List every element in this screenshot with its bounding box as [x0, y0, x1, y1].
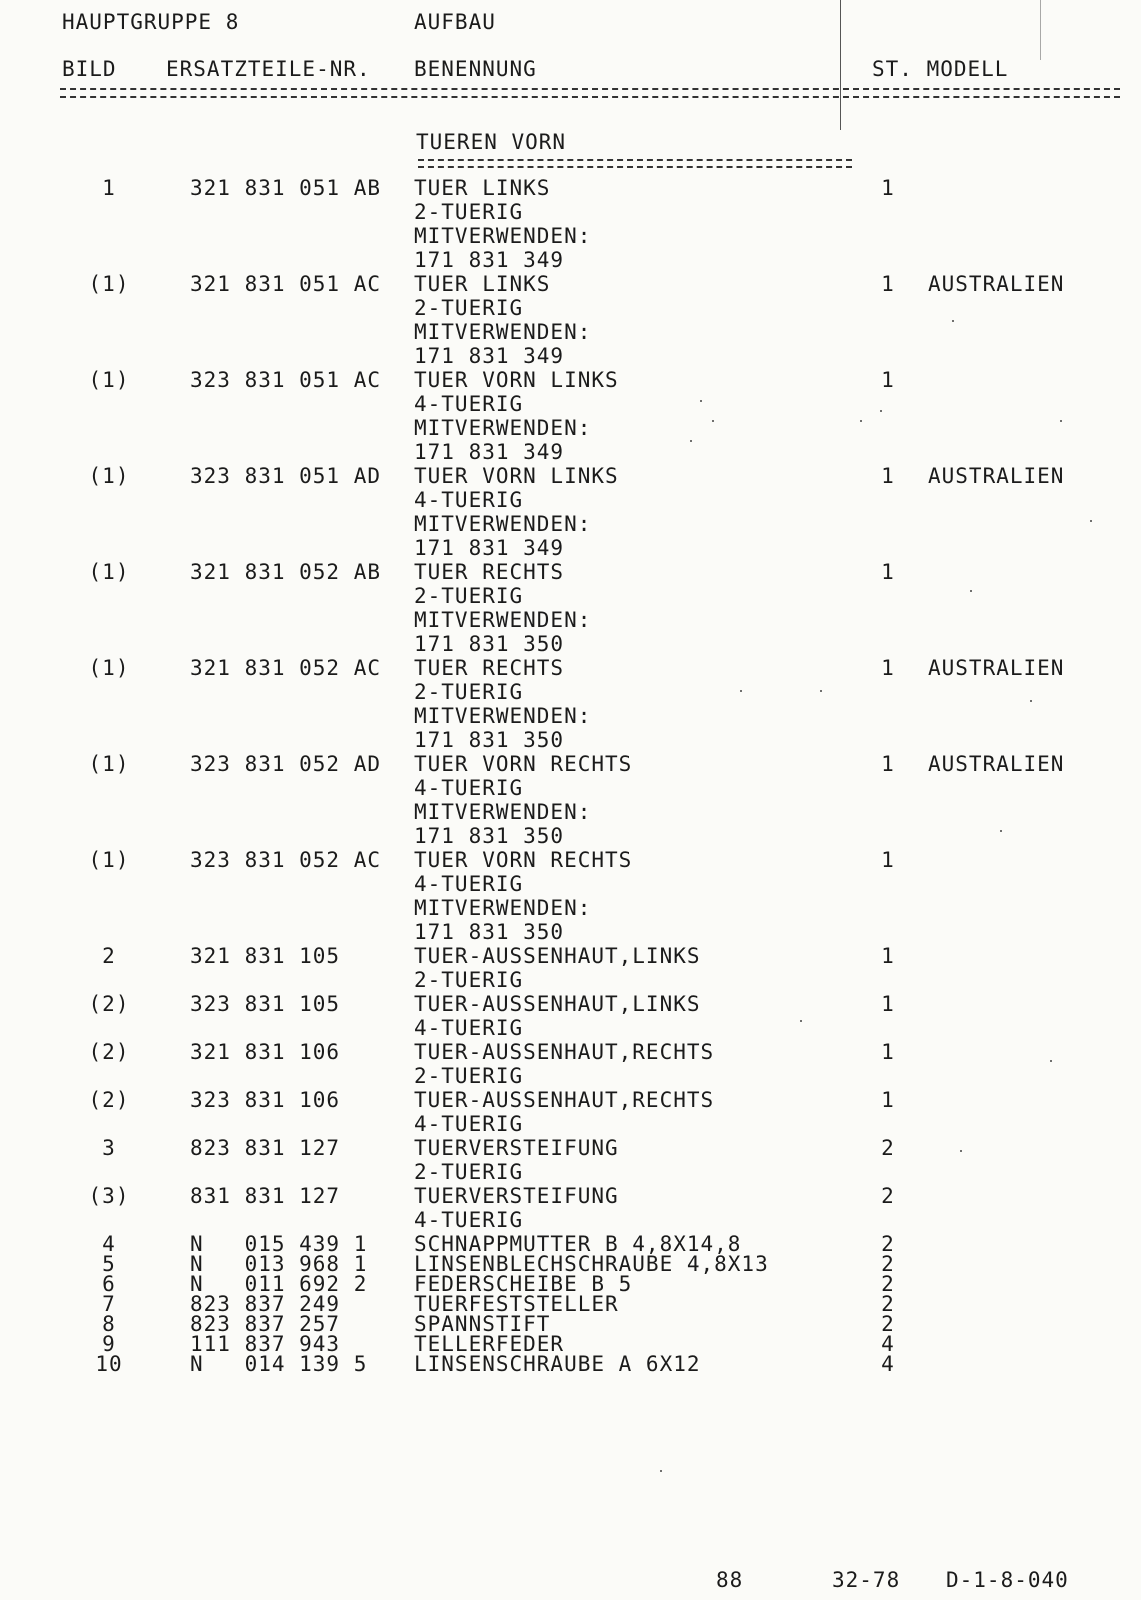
row-part-number: 323 831 052 AD	[190, 752, 382, 776]
row-sub-line: 2-TUERIG	[414, 1160, 524, 1184]
row-name: TUERFESTSTELLER	[414, 1292, 619, 1316]
row-name: LINSENBLECHSCHRAUBE 4,8X13	[414, 1252, 769, 1276]
row-bild: (2)	[88, 992, 130, 1016]
row-quantity: 1	[881, 1040, 895, 1064]
row-part-number: 321 831 106	[190, 1040, 341, 1064]
row-sub-line: MITVERWENDEN:	[414, 704, 592, 728]
row-sub-line: MITVERWENDEN:	[414, 320, 592, 344]
row-sub-line: 4-TUERIG	[414, 392, 524, 416]
row-quantity: 2	[881, 1136, 895, 1160]
table-row	[0, 1040, 1141, 1064]
row-quantity: 1	[881, 848, 895, 872]
scan-speck	[820, 690, 822, 692]
row-quantity: 2	[881, 1292, 895, 1316]
row-quantity: 1	[881, 368, 895, 392]
table-row	[0, 848, 1141, 872]
row-name: TUER-AUSSENHAUT,RECHTS	[414, 1040, 715, 1064]
row-sub-line: 4-TUERIG	[414, 776, 524, 800]
table-row	[0, 1088, 1141, 1112]
table-row	[0, 944, 1141, 968]
row-bild: 4	[102, 1232, 116, 1256]
row-quantity: 4	[881, 1352, 895, 1376]
row-bild: 1	[102, 176, 116, 200]
scan-speck	[1030, 700, 1032, 702]
row-sub-line: 171 831 349	[414, 344, 565, 368]
row-bild: 6	[102, 1272, 116, 1296]
row-part-number: 323 831 051 AD	[190, 464, 382, 488]
row-model: AUSTRALIEN	[928, 464, 1065, 488]
row-part-number: 831 831 127	[190, 1184, 341, 1208]
row-name: TUER-AUSSENHAUT,RECHTS	[414, 1088, 715, 1112]
row-sub-line: 4-TUERIG	[414, 872, 524, 896]
row-bild: (1)	[88, 848, 130, 872]
table-row	[0, 176, 1141, 200]
row-name: TUER VORN RECHTS	[414, 752, 633, 776]
row-part-number: 321 831 052 AB	[190, 560, 382, 584]
table-row	[0, 1352, 1141, 1376]
row-sub-line: 171 831 350	[414, 920, 565, 944]
row-part-number: 323 831 051 AC	[190, 368, 382, 392]
row-part-number: N 013 968 1	[190, 1252, 368, 1276]
row-sub-line: MITVERWENDEN:	[414, 512, 592, 536]
row-bild: (1)	[88, 752, 130, 776]
row-part-number: N 011 692 2	[190, 1272, 368, 1296]
row-quantity: 1	[881, 464, 895, 488]
row-name: TUER RECHTS	[414, 656, 565, 680]
row-bild: 9	[102, 1332, 116, 1356]
row-bild: (1)	[88, 272, 130, 296]
row-bild: 3	[102, 1136, 116, 1160]
section-double-rule	[418, 159, 852, 168]
row-model: AUSTRALIEN	[928, 272, 1065, 296]
scan-speck	[1090, 520, 1092, 522]
row-bild: (2)	[88, 1040, 130, 1064]
row-sub-line: 4-TUERIG	[414, 1208, 524, 1232]
row-part-number: 323 831 105	[190, 992, 341, 1016]
row-name: TUER VORN RECHTS	[414, 848, 633, 872]
row-part-number: N 015 439 1	[190, 1232, 368, 1256]
row-bild: (1)	[88, 656, 130, 680]
row-part-number: 323 831 052 AC	[190, 848, 382, 872]
row-name: TUER VORN LINKS	[414, 464, 619, 488]
row-part-number: 321 831 051 AB	[190, 176, 382, 200]
row-sub-line: 171 831 350	[414, 728, 565, 752]
row-quantity: 2	[881, 1312, 895, 1336]
row-part-number: 823 837 249	[190, 1292, 341, 1316]
section-title-header: AUFBAU	[414, 10, 496, 34]
scan-speck	[952, 320, 954, 322]
row-part-number: 823 831 127	[190, 1136, 341, 1160]
row-sub-line: MITVERWENDEN:	[414, 608, 592, 632]
row-name: TUER RECHTS	[414, 560, 565, 584]
row-quantity: 1	[881, 944, 895, 968]
row-name: TUER VORN LINKS	[414, 368, 619, 392]
row-sub-line: 171 831 350	[414, 632, 565, 656]
row-bild: 8	[102, 1312, 116, 1336]
row-quantity: 1	[881, 656, 895, 680]
footer-date: 32-78	[832, 1568, 901, 1592]
row-quantity: 2	[881, 1272, 895, 1296]
row-sub-line: 4-TUERIG	[414, 1016, 524, 1040]
row-part-number: 823 837 257	[190, 1312, 341, 1336]
row-name: TUER LINKS	[414, 272, 551, 296]
row-quantity: 1	[881, 752, 895, 776]
scan-line	[840, 0, 841, 130]
scan-speck	[1050, 1060, 1052, 1062]
row-part-number: 321 831 052 AC	[190, 656, 382, 680]
scan-speck	[800, 1020, 802, 1022]
row-part-number: N 014 139 5	[190, 1352, 368, 1376]
row-sub-line: MITVERWENDEN:	[414, 896, 592, 920]
row-sub-line: 171 831 349	[414, 536, 565, 560]
row-quantity: 1	[881, 992, 895, 1016]
table-row	[0, 992, 1141, 1016]
scan-speck	[860, 420, 862, 422]
header-double-rule	[60, 88, 1120, 98]
row-sub-line: MITVERWENDEN:	[414, 416, 592, 440]
row-sub-line: 2-TUERIG	[414, 200, 524, 224]
row-quantity: 1	[881, 560, 895, 584]
section-title: TUEREN VORN	[416, 130, 567, 154]
row-sub-line: 171 831 350	[414, 824, 565, 848]
row-bild: 7	[102, 1292, 116, 1316]
row-sub-line: 171 831 349	[414, 248, 565, 272]
row-sub-line: 4-TUERIG	[414, 1112, 524, 1136]
row-name: TUER-AUSSENHAUT,LINKS	[414, 992, 701, 1016]
row-sub-line: 171 831 349	[414, 440, 565, 464]
table-row	[0, 1184, 1141, 1208]
row-part-number: 321 831 051 AC	[190, 272, 382, 296]
row-bild: (1)	[88, 464, 130, 488]
row-sub-line: 2-TUERIG	[414, 584, 524, 608]
footer-page-number: 88	[716, 1568, 744, 1592]
column-header-bild: BILD	[62, 57, 117, 81]
row-quantity: 2	[881, 1232, 895, 1256]
table-row	[0, 656, 1141, 680]
scan-speck	[880, 410, 882, 412]
row-sub-line: 2-TUERIG	[414, 968, 524, 992]
row-bild: (3)	[88, 1184, 130, 1208]
column-header-qty-model: ST. MODELL	[872, 57, 1009, 81]
row-bild: (1)	[88, 368, 130, 392]
scan-speck	[970, 590, 972, 592]
column-header-part-number: ERSATZTEILE-NR.	[166, 57, 371, 81]
row-part-number: 323 831 106	[190, 1088, 341, 1112]
scan-speck	[700, 400, 702, 402]
row-bild: (1)	[88, 560, 130, 584]
table-row	[0, 1136, 1141, 1160]
row-quantity: 1	[881, 272, 895, 296]
scan-line	[1040, 0, 1041, 60]
table-row	[0, 368, 1141, 392]
row-quantity: 4	[881, 1332, 895, 1356]
row-quantity: 1	[881, 176, 895, 200]
row-bild: (2)	[88, 1088, 130, 1112]
scan-speck	[660, 1470, 662, 1472]
row-quantity: 2	[881, 1184, 895, 1208]
main-group-title: HAUPTGRUPPE 8	[62, 10, 240, 34]
row-sub-line: 4-TUERIG	[414, 488, 524, 512]
scan-speck	[690, 440, 692, 442]
row-name: SPANNSTIFT	[414, 1312, 551, 1336]
footer-reference: D-1-8-040	[946, 1568, 1069, 1592]
scan-speck	[712, 420, 714, 422]
table-row	[0, 272, 1141, 296]
scan-speck	[960, 1150, 962, 1152]
row-name: TUERVERSTEIFUNG	[414, 1136, 619, 1160]
row-sub-line: 2-TUERIG	[414, 1064, 524, 1088]
row-name: SCHNAPPMUTTER B 4,8X14,8	[414, 1232, 742, 1256]
row-sub-line: 2-TUERIG	[414, 296, 524, 320]
row-sub-line: MITVERWENDEN:	[414, 224, 592, 248]
row-name: LINSENSCHRAUBE A 6X12	[414, 1352, 701, 1376]
row-quantity: 1	[881, 1088, 895, 1112]
row-name: TUER LINKS	[414, 176, 551, 200]
scan-speck	[1000, 830, 1002, 832]
row-name: TUERVERSTEIFUNG	[414, 1184, 619, 1208]
table-row	[0, 752, 1141, 776]
row-name: FEDERSCHEIBE B 5	[414, 1272, 633, 1296]
row-model: AUSTRALIEN	[928, 656, 1065, 680]
row-sub-line: 2-TUERIG	[414, 680, 524, 704]
row-name: TELLERFEDER	[414, 1332, 565, 1356]
scan-speck	[1060, 420, 1062, 422]
row-bild: 2	[102, 944, 116, 968]
row-bild: 5	[102, 1252, 116, 1276]
row-name: TUER-AUSSENHAUT,LINKS	[414, 944, 701, 968]
column-header-name: BENENNUNG	[414, 57, 537, 81]
row-part-number: 321 831 105	[190, 944, 341, 968]
row-sub-line: MITVERWENDEN:	[414, 800, 592, 824]
table-row	[0, 560, 1141, 584]
row-quantity: 2	[881, 1252, 895, 1276]
table-row	[0, 464, 1141, 488]
row-bild: 10	[95, 1352, 123, 1376]
row-part-number: 111 837 943	[190, 1332, 341, 1356]
scan-speck	[740, 690, 742, 692]
row-model: AUSTRALIEN	[928, 752, 1065, 776]
